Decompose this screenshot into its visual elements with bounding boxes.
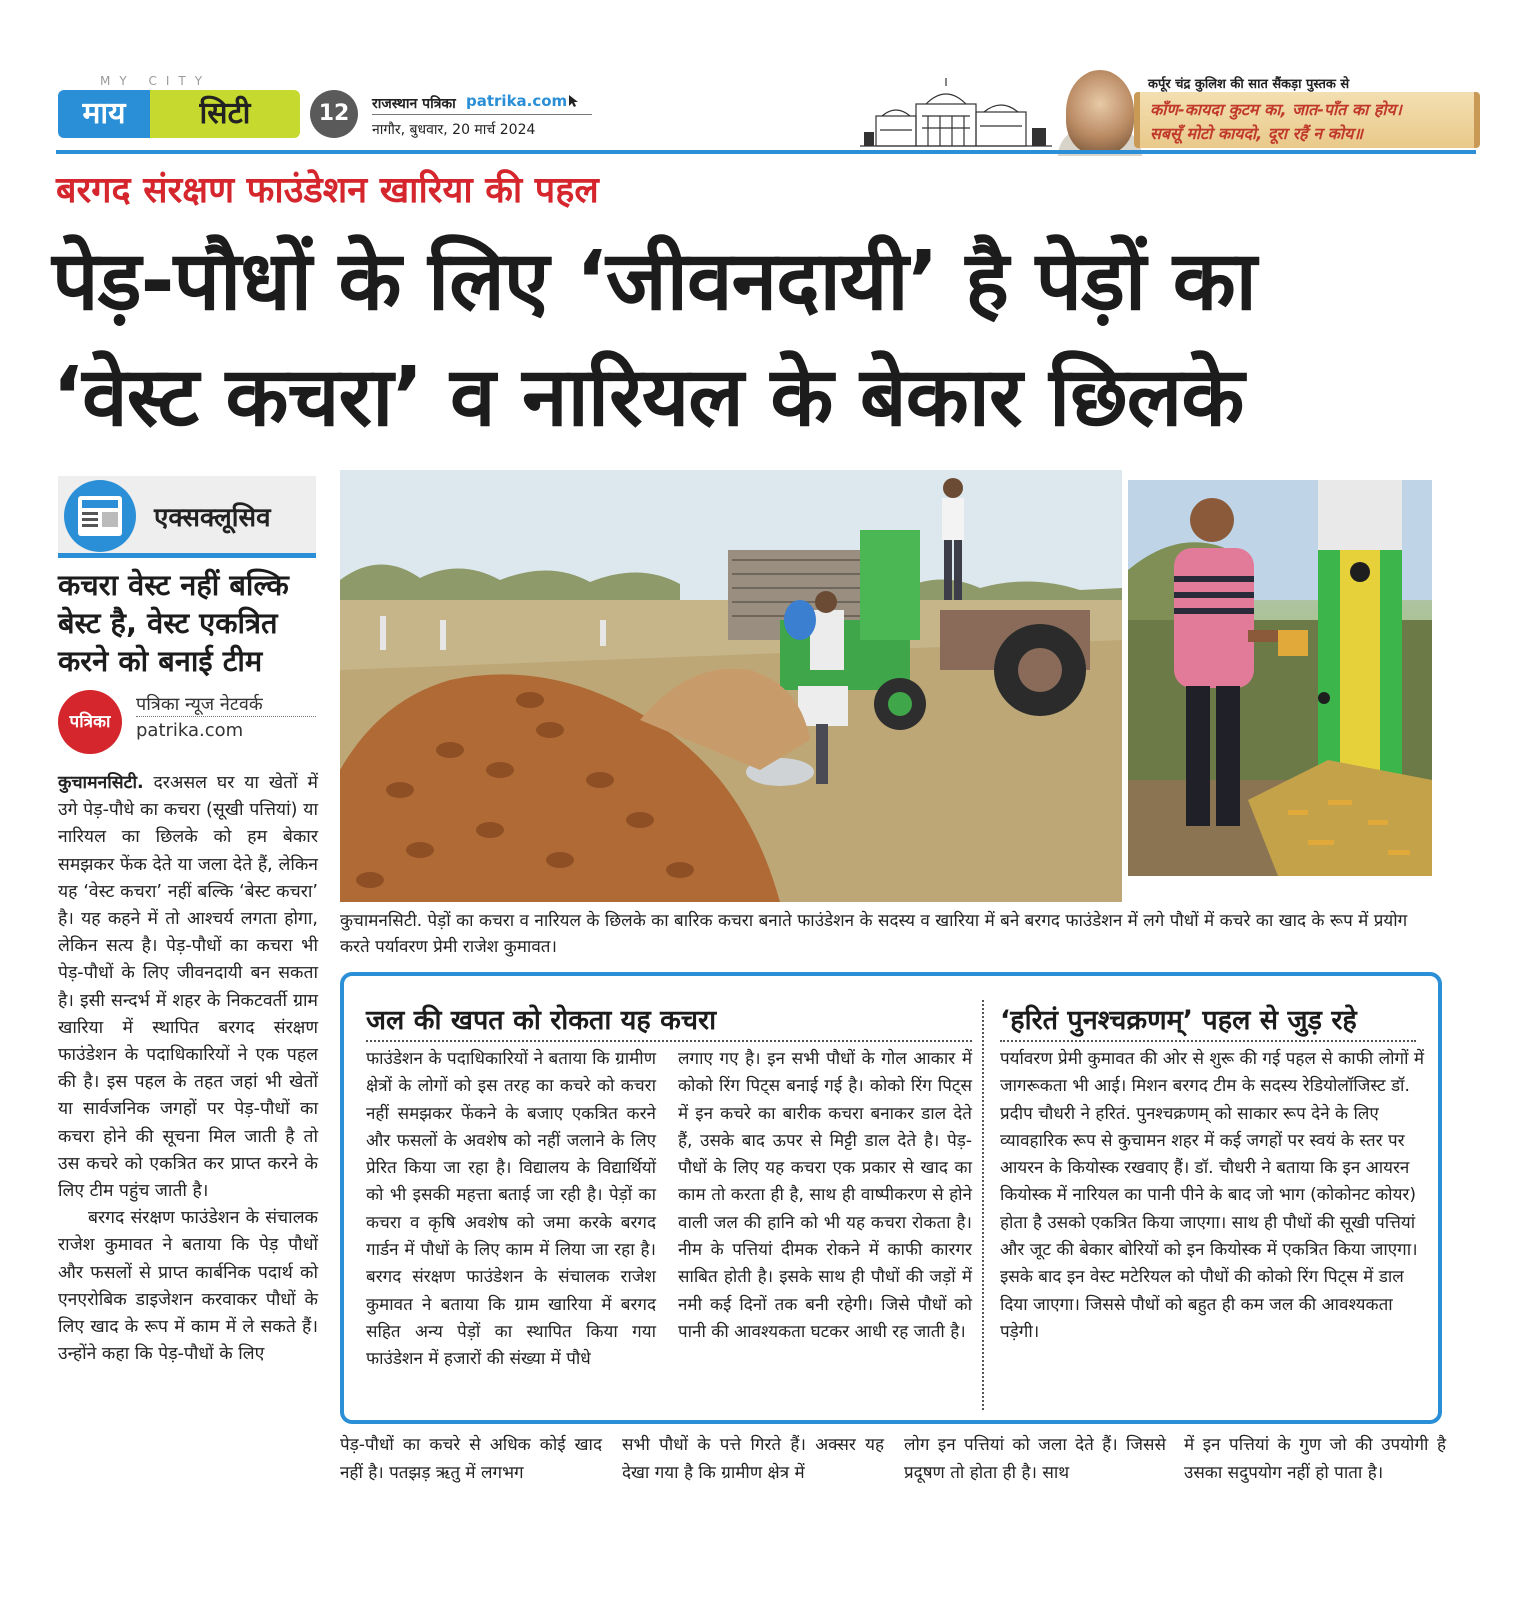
headline-line-1: पेड़-पौधों के लिए ‘जीवनदायी’ है पेड़ों का: [52, 234, 1256, 329]
byline-site: patrika.com: [136, 720, 244, 741]
byline-rule: [136, 716, 316, 717]
header-rule: [56, 150, 1476, 154]
box-heading-water: जल की खपत को रोकता यह कचरा: [366, 1005, 717, 1036]
brand-maay: माय: [58, 90, 150, 138]
box-column-divider: [982, 1000, 984, 1410]
exclusive-box: [58, 476, 316, 558]
bottom-column-3: लोग इन पत्तियां को जला देते हैं। जिससे प्रदूषण तो होता ही है। साथ: [904, 1435, 1166, 1483]
box-heading-rule-1: [366, 1040, 972, 1042]
box-column-3: पर्यावरण प्रेमी कुमावत की ओर से शुरू की गई पहल से काफी लोगों में जागरूकता भी आई। मिशन बरगद टीम के सदस्य रेडियोलॉजिस्ट डॉ. प्रदीप चौधरी ने हरितं. पुनश्चक्रणम् को साकार रूप देने के लिए व्यावहारिक रूप से कुचामन शहर में कई जगहों पर स्वयं के स्तर पर आयरन के कियोस्क रखवाए हैं। डॉ. चौधरी ने बताया कि इन आयरन कियोस्क में नारियल का पानी पीने के बाद जो भाग (कोकोनट कोयर) होता है उसको एकत्रित किया जाएगा। साथ ही पौधों की सूखी पत्तियां और जूट की बेकार बोरियों को इन कियोस्क में एकत्रित किया जाएगा। इसके बाद इन वेस्ट मटेरियल को पौधों की कोको रिंग पिट्स में डाल दिया जाएगा। जिससे पौधों को बहुत ही कम जल की आवश्यकता पड़ेगी।: [1000, 1049, 1425, 1342]
box-heading-recycling: ‘हरितं पुनश्चक्रणम्’ पहल से जुड़ रहे: [1000, 1005, 1357, 1036]
side-body: [58, 770, 318, 1368]
sidebar-box: [340, 972, 1442, 1424]
box-column-1: फाउंडेशन के पदाधिकारियों ने बताया कि ग्रामीण क्षेत्रों के लोगों को इस तरह का कचरे को कचरा नहीं समझकर फेंकने के बजाए एकत्रित करने और फसलों के अवशेष को नहीं जलाने के लिए प्रेरित किया जा रहा है। विद्यालय के विद्यार्थियों को भी इसकी महत्ता बताई जा रही है। पेड़ों का कचरा व कृषि अवशेष को जमा करके बरगद गार्डन में पौधों के लिए काम में लिया जा रहा है। बरगद संरक्षण फाउंडेशन के संचालक राजेश कुमावत ने बताया कि ग्राम खारिया में बरगद सहित अन्य पेड़ों का स्थापित किया गया फाउंडेशन में हजारों की संख्या में पौधे: [366, 1049, 656, 1370]
patrika-logo: पत्रिका: [58, 690, 122, 754]
palace-sketch-icon: [856, 76, 1056, 152]
newspaper-glyph-icon: [78, 496, 122, 536]
bottom-column-1: पेड़-पौधों का कचरे से अधिक कोई खाद नहीं है। पतझड़ ऋतु में लगभग: [340, 1435, 602, 1483]
headline-line-2: ‘वेस्ट कचरा’ व नारियल के बेकार छिलके: [52, 350, 1244, 445]
page-number-badge: 12: [310, 90, 358, 138]
cursor-arrow-icon: [568, 94, 580, 108]
author-portrait: [1066, 70, 1134, 154]
side-headline: कचरा वेस्ट नहीं बल्कि बेस्ट है, वेस्ट एकत्रित करने को बनाई टीम: [58, 568, 289, 678]
my-city-small-label: MY CITY: [100, 74, 212, 88]
bottom-column-2: सभी पौधों के पत्ते गिरते हैं। अक्सर यह देखा गया है कि ग्रामीण क्षेत्र में: [622, 1435, 884, 1483]
side-photo: [1124, 476, 1436, 880]
body-p1-text: दरअसल घर या खेतों में उगे पेड़-पौधे का कचरा (सूखी पत्तियां) या नारियल का छिलके को हम बेकार समझकर फेंक देते या जला देते हैं, लेकिन यह ‘वेस्ट कचरा’ नहीं बल्कि ‘बेस्ट कचरा’ है। यह कहने में तो आश्चर्य लगता होगा, लेकिन सत्य है। पेड़-पौधों का कचरा भी पेड़-पौधों के लिए जीवनदायी बन सकता है। इसी सन्दर्भ में शहर के निकटवर्ती ग्राम खारिया में स्थापित बरगद संरक्षण फाउंडेशन के पदाधिकारियों ने एक पहल की है। इस पहल के तहत जहां भी खेतों या सार्वजनिक जगहों पर पेड़-पौधों का कचरा होने की सूचना मिल जाती है तो उस कचरे को एकत्रित कर प्राप्त करने के लिए टीम पहुंच जाती है।: [58, 773, 318, 1202]
byline-network: पत्रिका न्यूज नेटवर्क: [136, 694, 263, 715]
paper-name-rule: [372, 114, 592, 115]
side-photo-illustration: [1128, 480, 1432, 876]
main-photo: [340, 470, 1122, 902]
quote-scroll: [1134, 92, 1480, 148]
brand-city: सिटी: [150, 90, 300, 138]
quote-line-1: काँण-कायदा कुटम का, जात-पाँत का होय।: [1150, 100, 1402, 119]
exclusive-label: एक्सक्लूसिव: [154, 503, 271, 533]
photo-caption: कुचामनसिटी. पेड़ों का कचरा व नारियल के छिलके का बारिक कचरा बनाते फाउंडेशन के सदस्य व खारिया में बने बरगद फाउंडेशन में लगे पौधों में कचरे का खाद के रूप में प्रयोग करते पर्यावरण प्रेमी राजेश कुमावत।: [340, 911, 1408, 957]
page-header: [56, 70, 1476, 154]
quote-line-2: सबसूँ मोटो कायदो, दूरा रहैं न कोय॥: [1150, 124, 1363, 143]
quote-credit: कर्पूर चंद्र कुलिश की सात सैंकड़ा पुस्तक से: [1148, 77, 1350, 92]
bottom-column-4: में इन पत्तियां के गुण जो की उपयोगी है उसका सदुपयोग नहीं हो पाता है।: [1184, 1435, 1446, 1483]
main-photo-illustration: [340, 470, 1122, 902]
kicker: बरगद संरक्षण फाउंडेशन खारिया की पहल: [56, 170, 599, 211]
box-column-2: लगाए गए है। इन सभी पौधों के गोल आकार में कोको रिंग पिट्स बनाई गई है। कोको रिंग पिट्स में इन कचरे का बारीक कचरा बनाकर डाल देते हैं, उसके बाद ऊपर से मिट्टी डाल देते है। पेड़-पौधों के लिए यह कचरा एक प्रकार से खाद का काम तो करता ही है, साथ ही वाष्पीकरण से होने वाली जल की हानि को भी यह कचरा रोकता है। नीम के पत्तियां दीमक रोकने में काफी कारगर साबित होती है। इसके साथ ही पौधों की जड़ों में नमी कई दिनों तक बनी रहेगी। जिसे पौधों को पानी की आवश्यकता घटकर आधी रह जाती है।: [678, 1049, 972, 1342]
paper-name: राजस्थान पत्रिका: [372, 96, 456, 112]
newspaper-icon: [64, 480, 136, 552]
dateline: नागौर, बुधवार, 20 मार्च 2024: [372, 122, 536, 138]
box-heading-rule-2: [1000, 1040, 1416, 1042]
body-paragraph-2: बरगद संरक्षण फाउंडेशन के संचालक राजेश कुमावत ने बताया कि पेड़ पौधों और फसलों से प्राप्त कार्बनिक पदार्थ को एनएरोबिक डाइजेशन करवाकर पौधों के लिए खाद के रूप में काम में ले सकते हैं। उन्होंने कहा कि पेड़-पौधों के लिए: [58, 1208, 318, 1365]
body-lead: कुचामनसिटी.: [58, 773, 144, 793]
paper-site-link[interactable]: patrika.com: [466, 92, 568, 110]
body-paragraph-1: [58, 770, 318, 1205]
